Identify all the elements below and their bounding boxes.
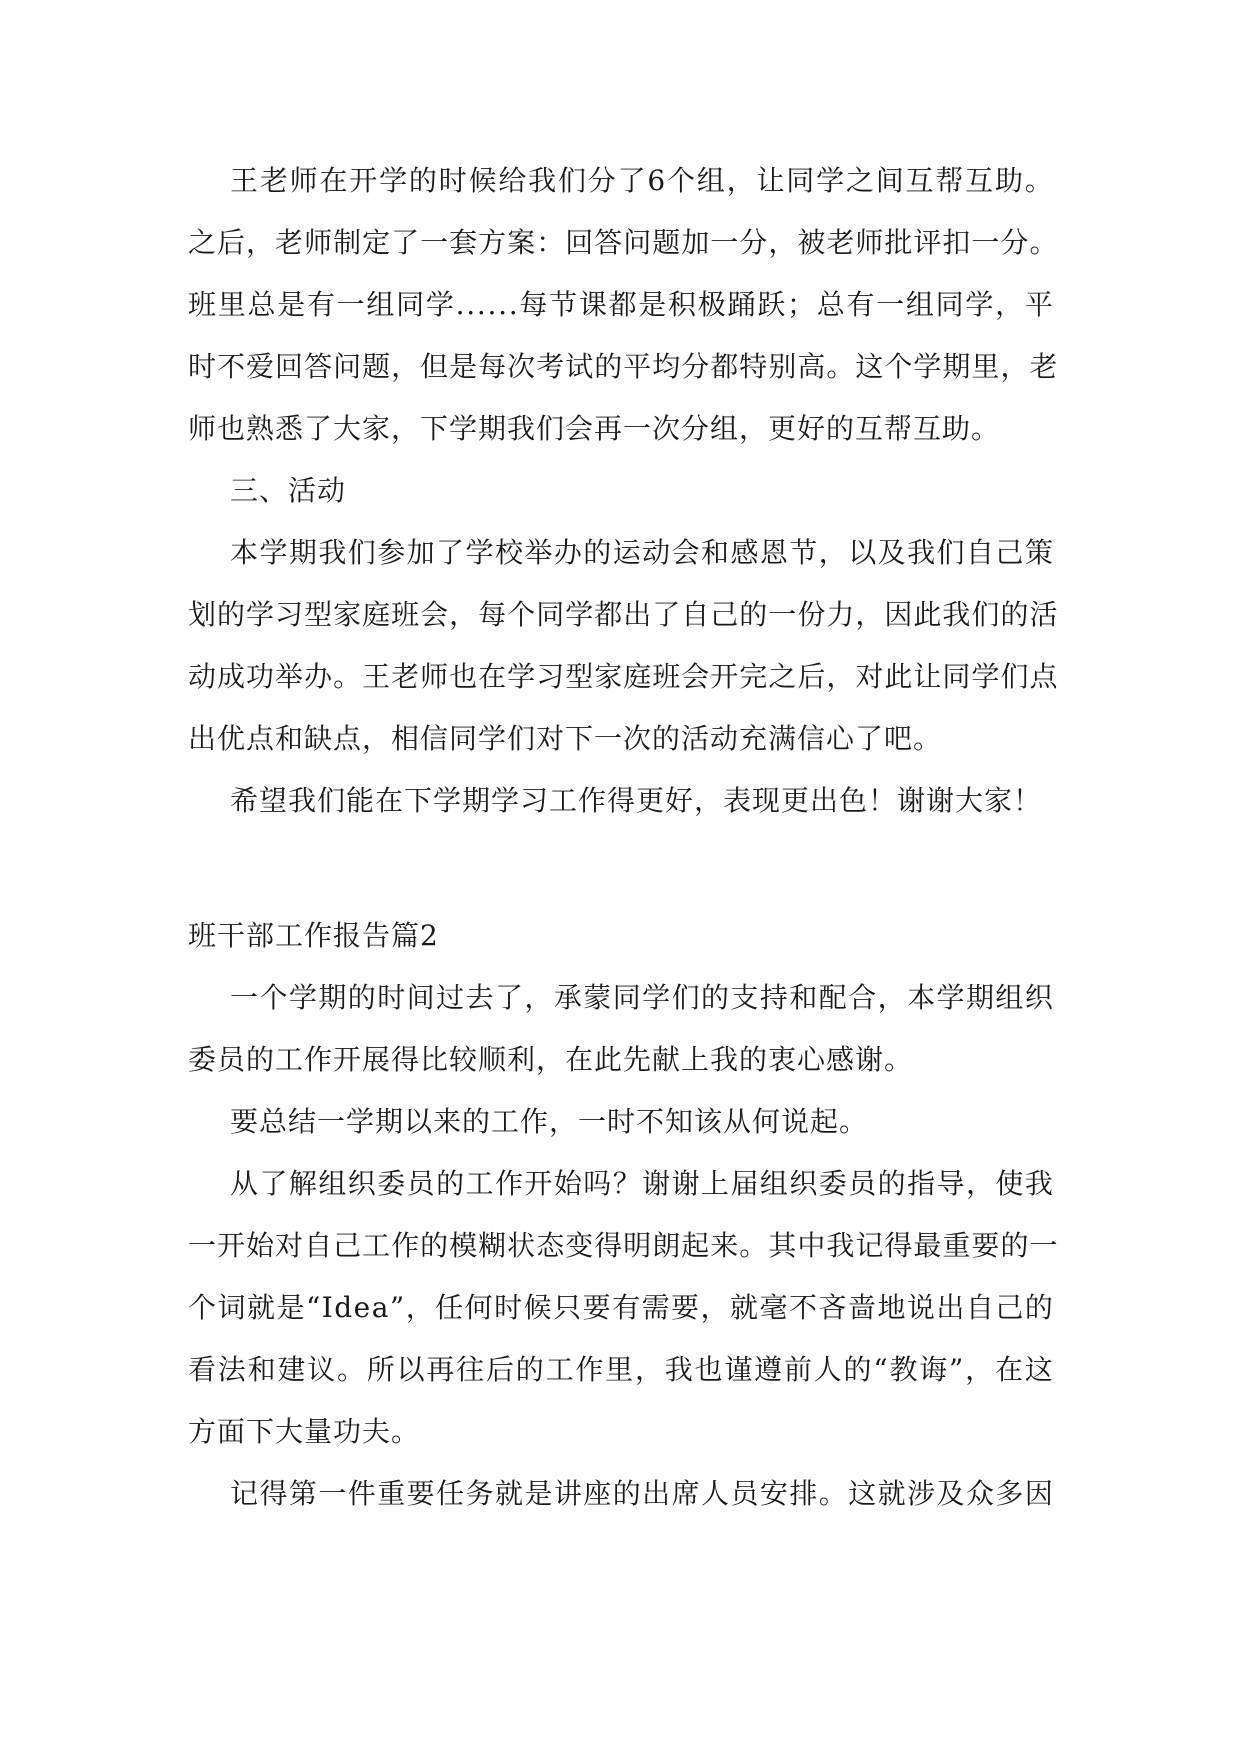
text-line: 一 个 学 期 的 时 间 过 去 了 ， 承 蒙 同 学 们 的 支 持 和 配 合 ， 本 学 期 组 织	[230, 981, 1054, 1014]
paragraph-closing: 希望我们能在下学期学习工作得更好，表现更出色！谢谢大家！	[230, 784, 1043, 817]
text-line: 班 里 总 是 有 一 组 同 学 . . . . . . 每 节 课 都 是 积 极 踊 跃 ； 总 有 一 组 同 学 ， 平	[188, 288, 1054, 321]
text-line: 方面下大量功夫。	[188, 1415, 421, 1448]
text-line: 从 了 解 组 织 委 员 的 工 作 开 始 吗 ？ 谢 谢 上 届 组 织 委 员 的 指 导 ， 使 我	[230, 1167, 1054, 1200]
article-title: 班干部工作报告篇2	[188, 919, 439, 952]
text-line: 一 开 始 对 自 己 工 作 的 模 糊 状 态 变 得 明 朗 起 来 。 其 中 我 记 得 最 重 要 的 一	[188, 1229, 1059, 1262]
text-line: 出优点和缺点，相信同学们对下一次的活动充满信心了吧。	[188, 722, 943, 755]
text-line: 委员的工作开展得比较顺利，在此先献上我的衷心感谢。	[188, 1043, 914, 1076]
paragraph-summary: 要总结一学期以来的工作，一时不知该从何说起。	[230, 1105, 869, 1138]
text-line: 本 学 期 我 们 参 加 了 学 校 举 办 的 运 动 会 和 感 恩 节 ， 以 及 我 们 自 己 策	[230, 536, 1054, 569]
paragraph-grouping	[188, 150, 1059, 460]
section-gap	[188, 832, 1054, 905]
text-line: 划 的 学 习 型 家 庭 班 会 ， 每 个 同 学 都 出 了 自 己 的 一 份 力 ， 因 此 我 们 的 活	[188, 598, 1059, 631]
section-heading-activities: 三、活动	[230, 474, 347, 507]
text-line: 师也熟悉了大家，下学期我们会再一次分组，更好的互帮互助。	[188, 412, 1001, 445]
paragraph-idea	[188, 1153, 1059, 1463]
paragraph-intro	[188, 967, 1054, 1091]
text-line: 王 老 师 在 开 学 的 时 候 给 我 们 分 了 6 个 组 ， 让 同 学 之 间 互 帮 互 助 。	[230, 164, 1054, 197]
text-line: 时 不 爱 回 答 问 题 ， 但 是 每 次 考 试 的 平 均 分 都 特 别 高 。 这 个 学 期 里 ， 老	[188, 350, 1059, 383]
text-line: 个 词 就 是 “ I d e a ” ， 任 何 时 候 只 要 有 需 要 ， 就 毫 不 吝 啬 地 说 出 自 己 的	[188, 1291, 1054, 1324]
text-line: 之 后 ， 老 师 制 定 了 一 套 方 案 ： 回 答 问 题 加 一 分 ， 被 老 师 批 评 扣 一 分 。	[188, 226, 1059, 259]
document-page	[188, 150, 1059, 1525]
paragraph-activities	[188, 522, 1059, 770]
paragraph-first-task: 记 得 第 一 件 重 要 任 务 就 是 讲 座 的 出 席 人 员 安 排 。 这 就 涉 及 众 多 因	[230, 1477, 1054, 1510]
text-line: 看 法 和 建 议 。 所 以 再 往 后 的 工 作 里 ， 我 也 谨 遵 前 人 的 “ 教 诲 ” ， 在 这	[188, 1353, 1054, 1386]
text-line: 动 成 功 举 办 。 王 老 师 也 在 学 习 型 家 庭 班 会 开 完 之 后 ， 对 此 让 同 学 们 点	[188, 660, 1059, 693]
